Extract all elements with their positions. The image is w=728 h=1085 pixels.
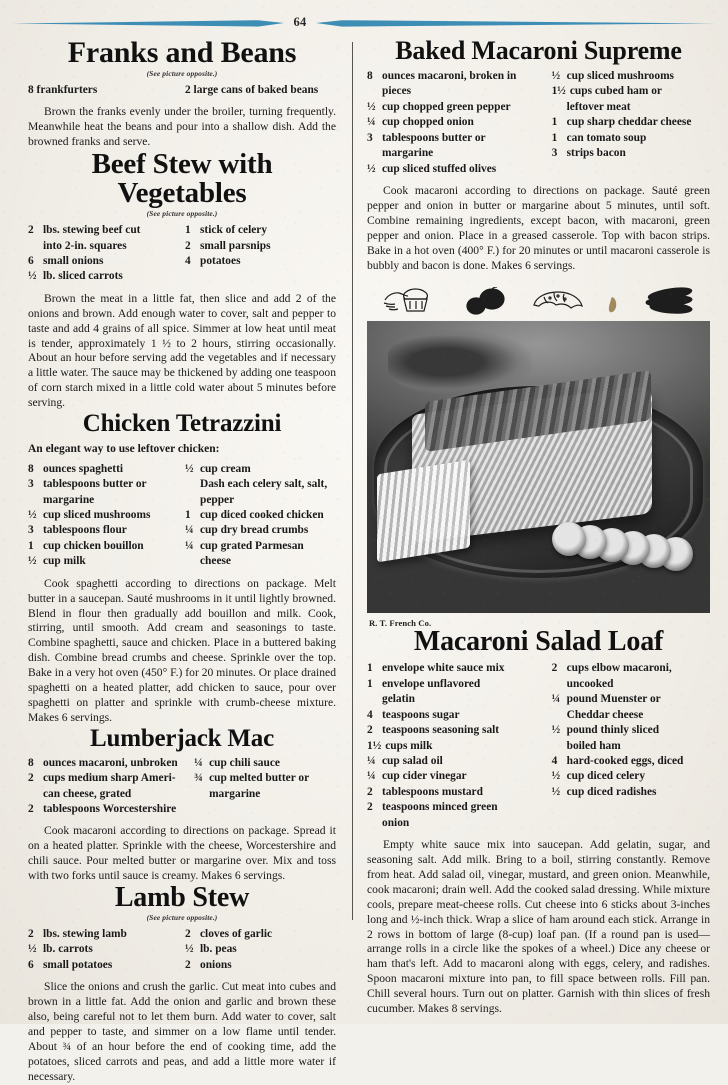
ingredient-item: ½ lb. peas xyxy=(185,943,237,956)
recipe-method: Cook spaghetti according to directions on package. Melt butter in a saucepan. Sauté mushrooms in it until lightly browned. Blend in flour then gradually add bouillon and milk. Cook, stirring, until smooth. Add cream and seasonings to taste. Combine spaghetti, sauce and chicken. Place in a buttered baking dish. Combine bread crumbs and cheese. Sprinkle over the top. Bake in a very hot oven (450° F.) for 20 minutes. Or place drained spaghetti on a heated platter, add chicken to sauce, pour over spaghetti on platter and sprinkle with crumb-cheese mixture. Makes 6 servings. xyxy=(28,576,336,724)
ingredient-list xyxy=(28,462,336,570)
ingredient-item: ¼ cup dry bread crumbs xyxy=(185,524,309,537)
ingredient-item: ½ cup sliced stuffed olives xyxy=(367,162,497,175)
ingredient-item: 1 cup sharp cheddar cheese xyxy=(551,116,692,129)
recipe-method: Brown the franks evenly under the broiler, turning frequently. Meanwhile heat the beans and pour into a shallow dish. Add the browned franks and serve. xyxy=(28,105,336,149)
recipe-franks-and-beans xyxy=(28,38,336,150)
ingredient-item: 2 lbs. stewing beef cut xyxy=(28,224,141,237)
ingredient-item: onion xyxy=(382,816,410,829)
ingredient-list xyxy=(28,927,336,973)
ingredient-item: 3 tablespoons butter or xyxy=(28,478,147,491)
ingredient-item: margarine xyxy=(209,787,261,800)
ingredient-item: 1½ cups milk xyxy=(367,739,433,752)
ingredient-item: ½ cup cream xyxy=(185,462,251,475)
ingredient-list xyxy=(367,661,710,831)
ingredient-item: 3 tablespoons flour xyxy=(28,524,127,537)
hand-with-bowl-icon xyxy=(380,285,442,315)
ingredient-item: ½ pound thinly sliced xyxy=(551,724,660,737)
ingredient-item: 2 teaspoons minced green xyxy=(367,801,498,814)
recipe-photo xyxy=(367,321,710,613)
recipe-beef-stew-with-vegetables xyxy=(28,150,336,411)
ingredient-item: pieces xyxy=(382,85,412,98)
ingredient-item: 4 teaspoons sugar xyxy=(367,708,460,721)
ingredient-item: 3 strips bacon xyxy=(551,147,626,160)
ingredient-column-right xyxy=(194,756,336,818)
ingredient-item: ¼ cup salad oil xyxy=(367,755,443,768)
recipe-title: Beef Stew with Vegetables xyxy=(91,148,273,210)
ingredient-item: ½ lb. carrots xyxy=(28,943,93,956)
recipe-method: Brown the meat in a little fat, then slice and add 2 of the onions and brown. Add enough water to cover, salt and pepper to taste and add 4 grains of all spice. Simmer at low heat until meat is tender, approximately 1 ½ to 2 hours, stirring occasionally. About an hour before serving add the vegetables and if necessary a little water. The sauce may be thickened by adding one teaspoon of corn starch mixed in a little cold water about 5 minutes before serving. xyxy=(28,291,336,410)
sausages-icon xyxy=(642,287,698,315)
ingredient-item: ½ cup sliced mushrooms xyxy=(551,70,674,82)
olives-icon xyxy=(463,287,509,315)
ingredient-column-right xyxy=(185,83,336,98)
ingredient-item: 8 frankfurters xyxy=(28,84,98,96)
see-picture-note: (See picture opposite.) xyxy=(146,912,218,922)
ingredient-item: 2 teaspoons seasoning salt xyxy=(367,724,500,737)
ingredient-item: ¼ cup chili sauce xyxy=(194,756,280,769)
ingredient-column-left xyxy=(367,69,546,177)
ingredient-list xyxy=(28,83,336,98)
ingredient-item: ¾ cup melted butter or xyxy=(194,772,310,785)
ingredient-item: ¼ cup grated Parmesan xyxy=(185,539,304,552)
ingredient-item: gelatin xyxy=(382,693,415,706)
recipe-method: Slice the onions and crush the garlic. Cut meat into cubes and brown in a little fat. Add the onion and garlic and brown these also, being careful not to let them burn. Add water to cover, salt and pepper to taste, and simmer on a low flame until tender. About ¾ of an hour before the end of cooking time, add the potatoes, sliced carrots and peas, and add a little more water if necessary. xyxy=(28,980,336,1083)
recipe-macaroni-salad-loaf xyxy=(367,628,710,1017)
ingredient-item: ½ lb. sliced carrots xyxy=(28,270,123,283)
ingredient-list xyxy=(28,223,336,285)
ingredient-item: 4 hard-cooked eggs, diced xyxy=(551,755,684,768)
ingredient-item: 1 stick of celery xyxy=(185,224,268,237)
ingredient-item: 8 ounces macaroni, unbroken xyxy=(28,756,178,769)
ingredient-column-right xyxy=(185,927,336,973)
ingredient-item: 2 small parsnips xyxy=(185,239,271,252)
recipe-chicken-tetrazzini xyxy=(28,411,336,726)
recipe-title: Franks and Beans xyxy=(67,36,297,69)
ingredient-item: 8 ounces macaroni, broken in xyxy=(367,70,517,82)
ingredient-item: ¼ cup cider vinegar xyxy=(367,770,467,783)
ingredient-column-left xyxy=(28,462,179,570)
recipe-title: Lumberjack Mac xyxy=(90,724,274,752)
recipe-lamb-stew xyxy=(28,881,336,1085)
ingredient-list xyxy=(28,756,336,818)
ingredient-item: Cheddar cheese xyxy=(566,708,644,721)
ingredient-item: 3 tablespoons butter or xyxy=(367,131,486,144)
ingredient-item: ½ cup diced radishes xyxy=(551,785,657,798)
ingredient-item: ½ cup milk xyxy=(28,555,86,568)
ingredient-item: 2 tablespoons Worcestershire xyxy=(28,802,177,815)
ingredient-list xyxy=(367,69,710,177)
recipe-title: Baked Macaroni Supreme xyxy=(395,36,682,65)
ingredient-column-left xyxy=(28,756,188,818)
recipe-title: Chicken Tetrazzini xyxy=(82,409,282,437)
ingredient-column-right xyxy=(185,462,336,570)
recipe-lead-in: An elegant way to use leftover chicken: xyxy=(28,442,220,455)
ingredient-item: 6 small potatoes xyxy=(28,958,113,971)
header-rule-left-icon xyxy=(12,16,284,30)
ingredient-item: uncooked xyxy=(566,677,614,690)
recipe-title: Macaroni Salad Loaf xyxy=(413,626,664,658)
page-columns xyxy=(0,36,728,1083)
ingredient-item: boiled ham xyxy=(566,739,621,752)
right-column xyxy=(353,36,728,1016)
recipe-lumberjack-mac xyxy=(28,726,336,884)
ingredient-item: 1 cup diced cooked chicken xyxy=(185,509,324,522)
left-column xyxy=(0,36,352,1083)
photo-cucumber-slices xyxy=(518,497,696,573)
recipe-method: Cook macaroni according to directions on package. Sauté green pepper and onion in butter or margarine about 5 minutes, until soft. Combine remaining ingredients, except bacon, with macaroni, green pepper and onion. Place in a greased casserole. Top with bacon strips. Bake in a hot oven (400° F.) for 20 minutes or until macaroni casserole is bubbly and bacon is done. Makes 6 servings. xyxy=(367,184,710,272)
recipe-title: Lamb Stew xyxy=(114,881,250,913)
ingredient-item: cheese xyxy=(200,555,231,568)
ingredient-item: 4 potatoes xyxy=(185,254,241,267)
ingredient-item: pepper xyxy=(200,493,235,506)
recipe-method: Empty white sauce mix into saucepan. Add gelatin, sugar, and seasoning salt. Add milk. Bring to a boil, stirring constantly. Remove from heat. Add salad oil, vinegar, mustard, and green onion. Meanwhile, cook macaroni; drain well. Add the cooked salad dressing. While mixture cools, prepare meat-cheese rolls. Cut cheese into 6 sticks about 3-inches long and ½-inch thick. Wrap a slice of ham around each stick. Arrange in 2 rows in bottom of large (8-cup) loaf pan. (If a round pan is used—arrange rolls in a circle like the spokes of a wheel.) Dice any cheese or ham that's left. Add to macaroni along with eggs, celery, and radishes. Spoon macaroni mixture into pan, to fill space between rolls. Fill pan. Chill several hours. Turn out on platter. Garnish with thin slices of fresh cucumber. Makes 8 servings. xyxy=(367,838,710,1016)
ingredient-item: into 2-in. squares xyxy=(43,239,127,252)
croissant-icon xyxy=(530,289,586,315)
ingredient-item: 1 cup chicken bouillon xyxy=(28,539,144,552)
ingredient-item: margarine xyxy=(382,147,434,160)
ingredient-item: 2 cups elbow macaroni, xyxy=(551,662,672,675)
ingredient-item: 2 tablespoons mustard xyxy=(367,785,483,798)
ingredient-item: 1½ cups cubed ham or xyxy=(551,85,662,98)
ingredient-item: leftover meat xyxy=(566,100,631,113)
page-number: 64 xyxy=(293,14,307,29)
ingredient-item: 6 small onions xyxy=(28,254,104,267)
ingredient-item: ½ cup sliced mushrooms xyxy=(28,509,151,522)
ingredient-item: 1 can tomato soup xyxy=(551,131,647,144)
see-picture-note: (See picture opposite.) xyxy=(146,209,218,219)
ingredient-item: 1 envelope white sauce mix xyxy=(367,662,505,675)
ingredient-item: margarine xyxy=(43,493,95,506)
ingredient-column-left xyxy=(367,661,546,831)
page-header xyxy=(0,12,728,38)
ingredient-column-left xyxy=(28,223,179,285)
recipe-method: Cook macaroni according to directions on package. Spread it on a heated platter. Sprinkle with the cheese, Worcestershire and chili sauce. Pour melted butter or margarine over. Mix and toss with two forks until sauce is creamy. Makes 6 servings. xyxy=(28,824,336,883)
photo-garnish xyxy=(388,330,532,394)
ingredient-column-left xyxy=(28,83,179,98)
ingredient-column-right xyxy=(552,69,710,177)
ingredient-item: 1 envelope unflavored xyxy=(367,677,481,690)
header-rule-right-icon xyxy=(316,16,716,30)
ingredient-item: 2 large cans of baked beans xyxy=(185,84,319,96)
ingredient-column-right xyxy=(552,661,710,831)
ingredient-item: 2 cloves of garlic xyxy=(185,927,273,940)
ingredient-item: ½ cup diced celery xyxy=(551,770,646,783)
ingredient-item: 2 lbs. stewing lamb xyxy=(28,927,127,940)
ingredient-item: 2 onions xyxy=(185,958,232,971)
photo-loaf-slice xyxy=(377,460,470,562)
ingredient-item: 8 ounces spaghetti xyxy=(28,462,124,475)
ingredient-item: can cheese, grated xyxy=(43,787,132,800)
ingredient-item: 2 cups medium sharp Ameri- xyxy=(28,772,176,785)
ingredient-item: ¼ pound Muenster or xyxy=(551,693,661,706)
recipe-baked-macaroni-supreme xyxy=(367,38,710,273)
ingredient-item: ¼ cup chopped onion xyxy=(367,116,474,129)
ingredient-column-right xyxy=(185,223,336,285)
ingredient-item: Dash each celery salt, salt, xyxy=(200,478,328,491)
ingredient-item: ½ cup chopped green pepper xyxy=(367,100,511,113)
see-picture-note: (See picture opposite.) xyxy=(146,69,218,78)
photo-credit: R. T. French Co. xyxy=(369,618,432,629)
ingredient-column-left xyxy=(28,927,179,973)
decorative-illustration-row xyxy=(369,285,708,315)
small-crumb-icon xyxy=(607,295,621,315)
